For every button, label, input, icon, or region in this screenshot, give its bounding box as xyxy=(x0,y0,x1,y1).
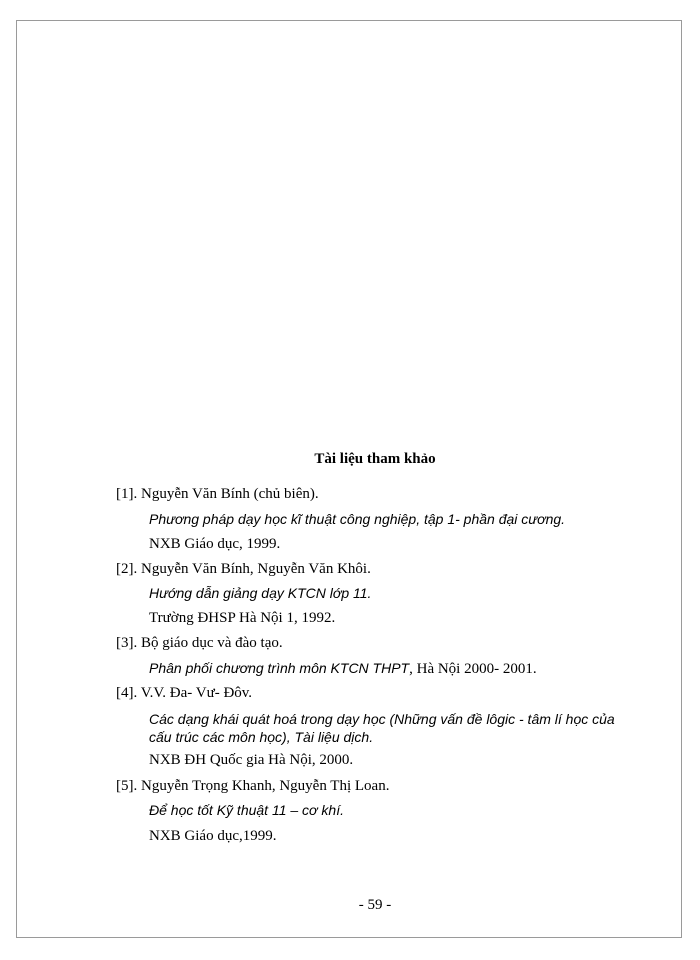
reference-1-author: [1]. Nguyễn Văn Bính (chủ biên). xyxy=(116,486,319,502)
reference-4-author: [4]. V.V. Đa- Vư- Đôv. xyxy=(116,685,253,701)
reference-5-author: [5]. Nguyễn Trọng Khanh, Nguyễn Thị Loan. xyxy=(116,778,390,794)
page-number: - 59 - xyxy=(358,897,392,913)
reference-3-work: Phân phối chương trình môn KTCN THPT xyxy=(149,660,410,676)
reference-3-line xyxy=(149,660,537,678)
reference-1-work: Phương pháp dạy học kĩ thuật công nghiệp, tập 1- phần đại cương. xyxy=(149,511,566,527)
references-title: Tài liệu tham khảo xyxy=(314,451,436,467)
page-frame xyxy=(16,20,682,938)
reference-4-work: Các dạng khái quát hoá trong dạy học (Những vấn đề lôgic - tâm lí học của cấu trúc các môn học), Tài liệu dịch. xyxy=(149,711,615,745)
reference-1-publisher: NXB Giáo dục, 1999. xyxy=(149,536,281,552)
reference-2-author: [2]. Nguyễn Văn Bính, Nguyễn Văn Khôi. xyxy=(116,561,371,577)
reference-4-publisher: NXB ĐH Quốc gia Hà Nội, 2000. xyxy=(149,752,354,768)
reference-3-place-year: , Hà Nội 2000- 2001. xyxy=(409,661,537,677)
reference-5-publisher: NXB Giáo dục,1999. xyxy=(149,828,277,844)
reference-2-work: Hướng dẫn giảng dạy KTCN lớp 11. xyxy=(149,585,372,601)
reference-2-publisher: Trường ĐHSP Hà Nội 1, 1992. xyxy=(149,610,336,626)
reference-5-work: Để học tốt Kỹ thuật 11 – cơ khí. xyxy=(149,802,344,818)
reference-3-author: [3]. Bộ giáo dục và đào tạo. xyxy=(116,635,283,651)
